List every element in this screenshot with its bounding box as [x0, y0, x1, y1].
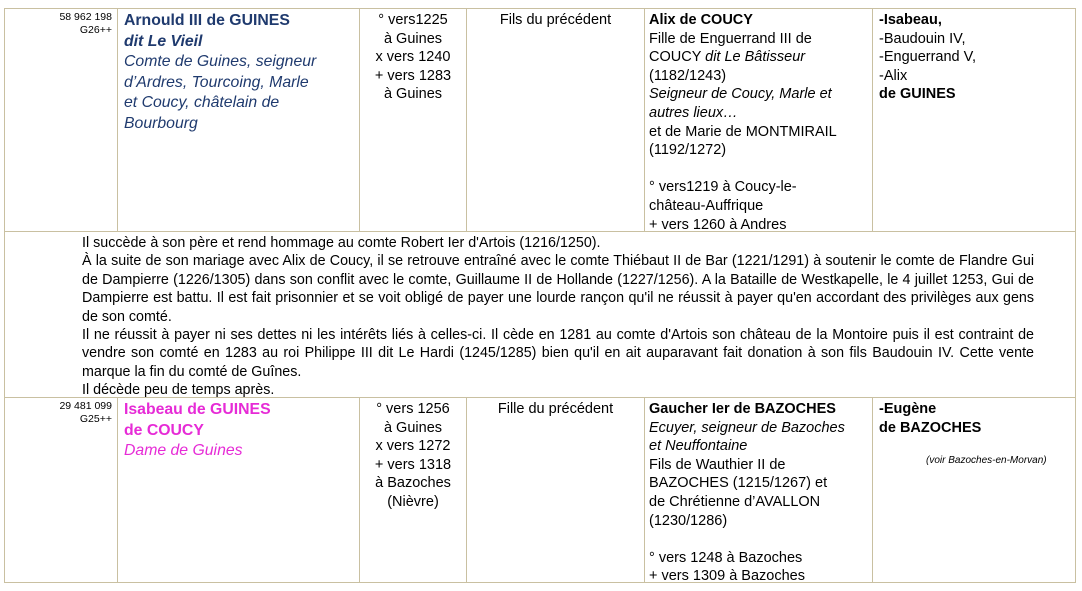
row1-sosa-cell — [8, 11, 112, 37]
table-border-bottom — [4, 582, 1076, 583]
child-name: -Alix — [879, 67, 908, 84]
biography-paragraph: À la suite de son mariage avec Alix de Coucy, il se retrouve entraîné avec le comte Thiébaut II de Bar (1221/1291) à soutenir le comte de Flandre Gui de Dampierre (1226/1305) dans son conflit avec le comte, Guillaume II de Hollande (1227/1256). A la Bataille de Westkapelle, le 4 juillet 1253, Gui de Dampierre est battu. Il est fait prisonnier et se voit obligé de payer une lourde rançon qu'il ne réussit à payer qu'en accordant des privilèges aux gens de son comté. — [82, 253, 1034, 325]
death-place: à Guines — [383, 86, 443, 103]
spouse-line: BAZOCHES (1215/1267) et — [649, 475, 828, 492]
see-also-note[interactable]: (voir Bazoches-en-Morvan) — [926, 455, 1047, 466]
person-title: Dame de Guines — [124, 442, 243, 459]
child-name: -Isabeau, — [879, 12, 942, 28]
row1-divider — [4, 231, 1076, 232]
row1-children-cell — [879, 11, 1073, 104]
spouse-title-line: et Neuffontaine — [649, 438, 748, 455]
spouse-line-blank — [649, 530, 871, 549]
person-title-line: et Coucy, châtelain de — [124, 94, 280, 111]
spouse-line: + vers 1309 à Bazoches — [649, 568, 805, 585]
spouse-line: Seigneur de Coucy, Marle et — [649, 86, 832, 103]
generation-code: G25++ — [79, 413, 112, 425]
spouse-line: (1230/1286) — [649, 512, 728, 529]
birth-date: ° vers 1256 — [376, 401, 450, 417]
col-divider — [872, 8, 873, 231]
death-region: (Nièvre) — [387, 493, 439, 510]
spouse-line: de Chrétienne d’AVALLON — [649, 493, 821, 510]
child-name: -Enguerrand V, — [879, 49, 977, 66]
row2-filiation-cell — [467, 400, 644, 419]
spouse-line: ° vers1219 à Coucy-le- — [649, 179, 797, 196]
col-divider — [117, 397, 118, 583]
table-border-top — [4, 8, 1076, 9]
biography-text — [82, 234, 1034, 400]
row1-filiation-cell — [467, 11, 644, 30]
spouse-title-line: Ecuyer, seigneur de Bazoches — [649, 419, 845, 436]
person-name-line2: de COUCY — [124, 421, 204, 439]
row2-children-cell — [879, 400, 1073, 437]
person-nickname: dit Le Vieil — [124, 32, 203, 50]
col-divider — [644, 8, 645, 231]
biography-paragraph: Il succède à son père et rend hommage au comte Robert Ier d'Artois (1216/1250). — [82, 235, 601, 251]
filiation-text: Fils du précédent — [499, 12, 612, 28]
birth-place: à Guines — [383, 419, 443, 436]
row1-person-cell — [124, 11, 356, 134]
biography-paragraph: Il décède peu de temps après. — [82, 382, 275, 399]
spouse-line: ° vers 1248 à Bazoches — [649, 549, 803, 566]
person-name: Isabeau de GUINES — [124, 401, 271, 418]
person-title-line: Bourbourg — [124, 114, 198, 132]
row1-spouse-cell — [649, 11, 871, 234]
child-name: -Eugène — [879, 401, 937, 417]
row2-sosa-cell — [8, 400, 112, 426]
children-surname: de BAZOCHES — [879, 419, 982, 436]
spouse-line-text: COUCY — [649, 49, 706, 66]
col-divider — [644, 397, 645, 583]
spouse-line: + vers 1260 à Andres — [649, 216, 787, 233]
generation-code: G26++ — [79, 24, 112, 36]
row2-dates-cell — [360, 400, 466, 512]
col-divider — [117, 8, 118, 231]
marriage-date: x vers 1240 — [375, 49, 451, 66]
person-title-line: Comte de Guines, seigneur — [124, 53, 317, 70]
spouse-line: Fils de Wauthier II de — [649, 456, 786, 473]
spouse-line-blank — [649, 160, 871, 179]
sosa-number: 29 481 099 — [59, 400, 112, 412]
row2-person-cell — [124, 400, 356, 462]
filiation-text: Fille du précédent — [497, 401, 614, 417]
birth-date: ° vers1225 — [378, 12, 448, 28]
marriage-date: x vers 1272 — [375, 438, 451, 455]
spouse-line — [649, 48, 871, 67]
death-date: + vers 1318 — [374, 456, 452, 473]
spouse-name: Gaucher Ier de BAZOCHES — [649, 401, 836, 417]
death-place: à Bazoches — [375, 475, 451, 492]
spouse-line: (1182/1243) — [649, 67, 727, 84]
child-name: -Baudouin IV, — [879, 30, 966, 47]
col-divider — [466, 397, 467, 583]
row2-spouse-cell — [649, 400, 871, 586]
spouse-line: Fille de Enguerrand III de — [649, 30, 812, 47]
col-divider — [466, 8, 467, 231]
birth-place: à Guines — [383, 30, 443, 47]
person-title-line: d’Ardres, Tourcoing, Marle — [124, 73, 309, 91]
person-name: Arnould III de GUINES — [124, 12, 290, 29]
sosa-number: 58 962 198 — [59, 11, 112, 23]
table-border-right — [1075, 8, 1076, 583]
spouse-line: autres lieux… — [649, 104, 738, 121]
spouse-line: château-Auffrique — [649, 197, 764, 214]
children-surname: de GUINES — [879, 86, 956, 103]
spouse-line: et de Marie de MONTMIRAIL — [649, 123, 837, 140]
table-border-left — [4, 8, 5, 583]
spouse-name: Alix de COUCY — [649, 12, 753, 28]
row1-dates-cell — [360, 11, 466, 104]
spouse-line: (1192/1272) — [649, 142, 727, 159]
col-divider — [872, 397, 873, 583]
biography-paragraph: Il ne réussit à payer ni ses dettes ni les intérêts liés à celles-ci. Il cède en 1281 au comte d'Artois son château de la Montoire puis il est contraint de vendre son comté en 1283 au roi Philippe III dit Le Hardi (1245/1285) bien qu'il en ait auparavant fait donation à son fils Baudouin IV. Cette vente marque la fin du comté de Guînes. — [82, 327, 1034, 380]
death-date: + vers 1283 — [374, 67, 452, 84]
spouse-line-nickname: dit Le Bâtisseur — [705, 49, 806, 66]
